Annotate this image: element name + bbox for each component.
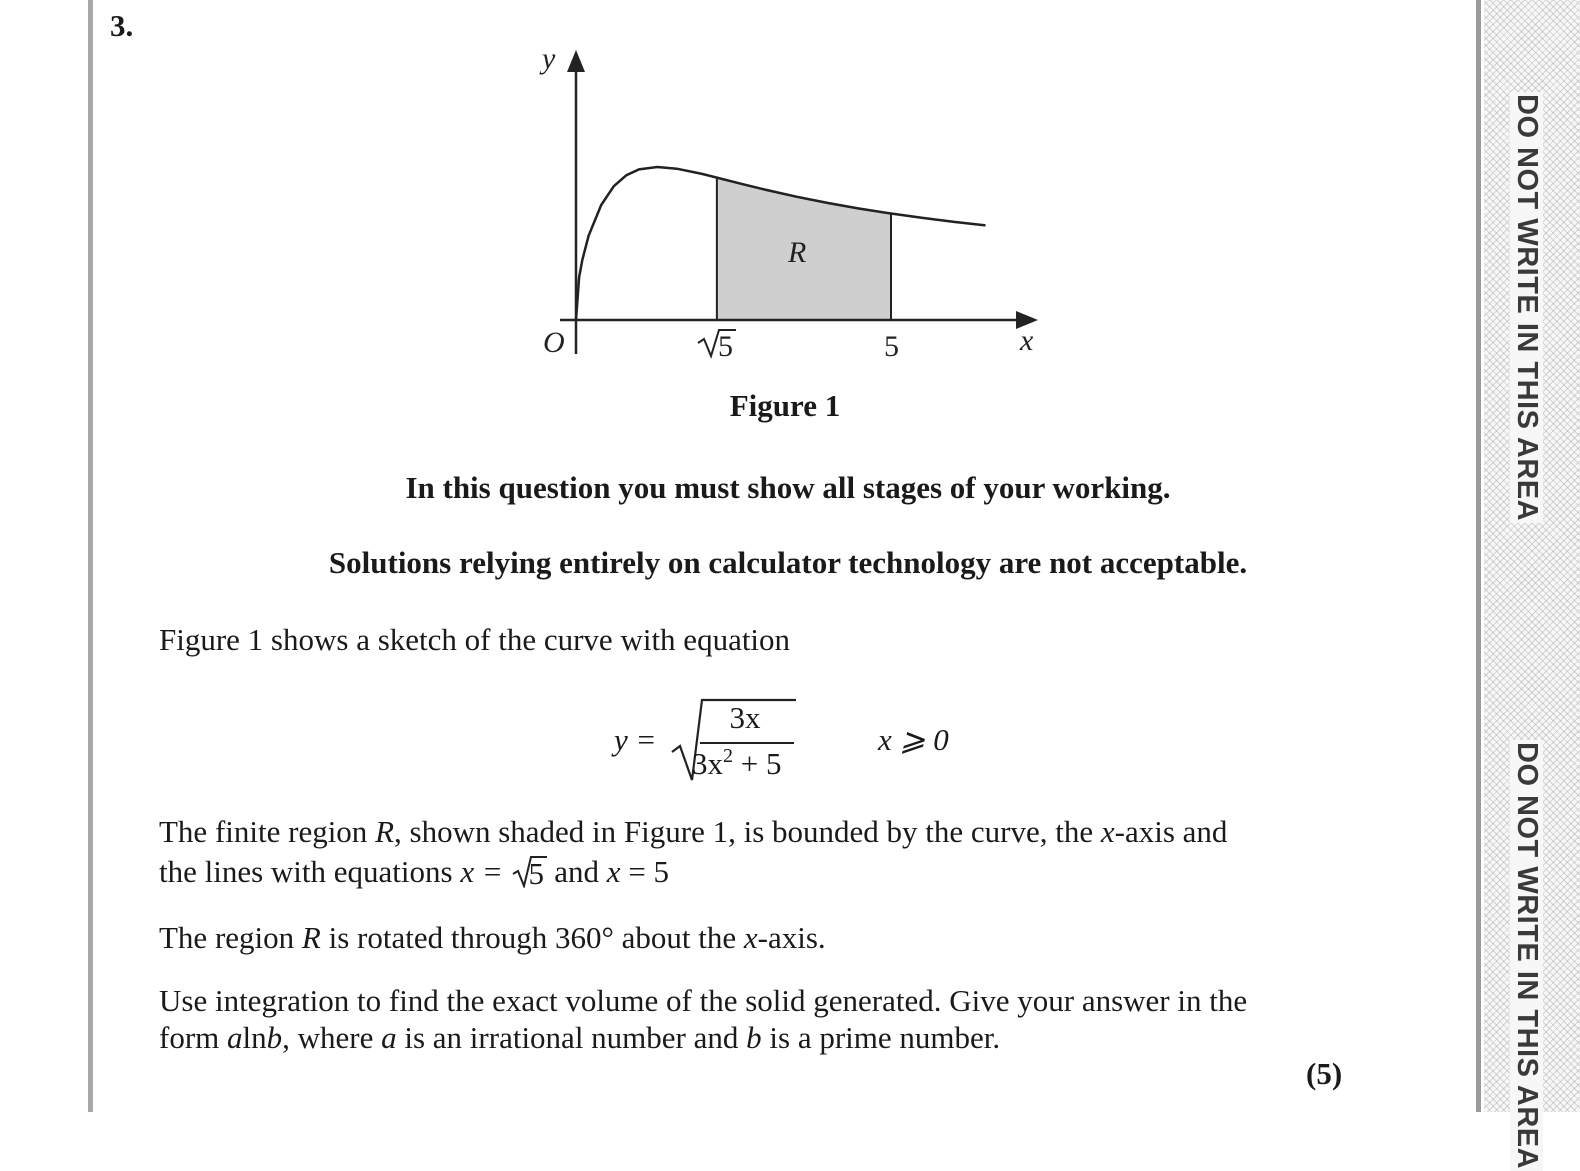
margin-warning-top: DO NOT WRITE IN THIS AREA bbox=[1511, 94, 1543, 522]
region-description bbox=[159, 812, 1329, 892]
task-text bbox=[159, 982, 1329, 1056]
p2-text-f: and bbox=[546, 854, 607, 889]
p4-var-a: a bbox=[227, 1020, 243, 1055]
p4-ln: ln bbox=[242, 1020, 267, 1055]
right-margin-rule bbox=[1476, 0, 1481, 1112]
eq-den-exponent: 2 bbox=[723, 745, 733, 767]
eq-den-a: 3x bbox=[692, 746, 723, 781]
inline-sqrt5 bbox=[511, 854, 547, 891]
p3-x: x bbox=[743, 920, 758, 955]
intro-text: Figure 1 shows a sketch of the curve with equation bbox=[159, 622, 791, 657]
equation-denominator bbox=[692, 746, 781, 782]
p2-text-b: , shown shaded in Figure 1, is bounded by the curve, the bbox=[394, 814, 1101, 849]
p2-region-r: R bbox=[375, 814, 394, 849]
inline-sqrt5-value: 5 bbox=[528, 856, 545, 891]
marks-available: (5) bbox=[1306, 1056, 1343, 1091]
p3-text-b: is rotated through 360° about the bbox=[320, 920, 744, 955]
p4-var-b-2: b bbox=[746, 1020, 762, 1055]
instruction-no-calculator: Solutions relying entirely on calculator technology are not acceptable. bbox=[328, 545, 1248, 580]
equation-condition: x ⩾ 0 bbox=[878, 722, 949, 757]
p2-text-h: = 5 bbox=[620, 854, 670, 889]
eq-den-b: + 5 bbox=[733, 746, 782, 781]
y-axis-label: y bbox=[542, 42, 556, 75]
question-number: 3. bbox=[110, 8, 134, 43]
p4-var-b: b bbox=[266, 1020, 283, 1055]
p4-text-e: is a prime number. bbox=[761, 1020, 1001, 1055]
p4-text-a: Use integration to find the exact volume of the solid generated. Give your answer in the bbox=[159, 983, 1248, 1018]
p2-eq-x: x = bbox=[460, 854, 503, 889]
x-axis-label: x bbox=[1020, 324, 1034, 357]
figure-1-graph bbox=[0, 0, 1476, 440]
margin-warning-bottom: DO NOT WRITE IN THIS AREA bbox=[1511, 742, 1543, 1170]
p3-text-c: -axis. bbox=[757, 920, 826, 955]
p2-x: x bbox=[1100, 814, 1115, 849]
p2-text-a: The finite region bbox=[159, 814, 376, 849]
instruction-show-working: In this question you must show all stages of your working. bbox=[405, 470, 1171, 505]
y-axis-arrowhead bbox=[567, 50, 585, 72]
p4-text-d: is an irrational number and bbox=[396, 1020, 747, 1055]
p4-var-a-2: a bbox=[381, 1020, 397, 1055]
equation-numerator: 3x bbox=[729, 700, 761, 735]
tick-label-5: 5 bbox=[884, 330, 899, 363]
origin-label: O bbox=[543, 326, 565, 359]
p2-text-c: -axis and bbox=[1114, 814, 1228, 849]
eq-y: y = bbox=[614, 722, 657, 757]
figure-caption: Figure 1 bbox=[729, 388, 841, 423]
p2-text-d: the lines with equations bbox=[159, 854, 461, 889]
equation-lhs bbox=[614, 722, 656, 758]
p4-text-c: , where bbox=[282, 1020, 382, 1055]
p3-text-a: The region bbox=[159, 920, 302, 955]
p2-x2: x bbox=[606, 854, 621, 889]
region-label: R bbox=[788, 236, 807, 269]
p4-text-b: form bbox=[159, 1020, 228, 1055]
rotation-text bbox=[159, 918, 1329, 958]
tick-label-sqrt5: 5 bbox=[718, 330, 733, 363]
p3-region-r: R bbox=[301, 920, 321, 955]
